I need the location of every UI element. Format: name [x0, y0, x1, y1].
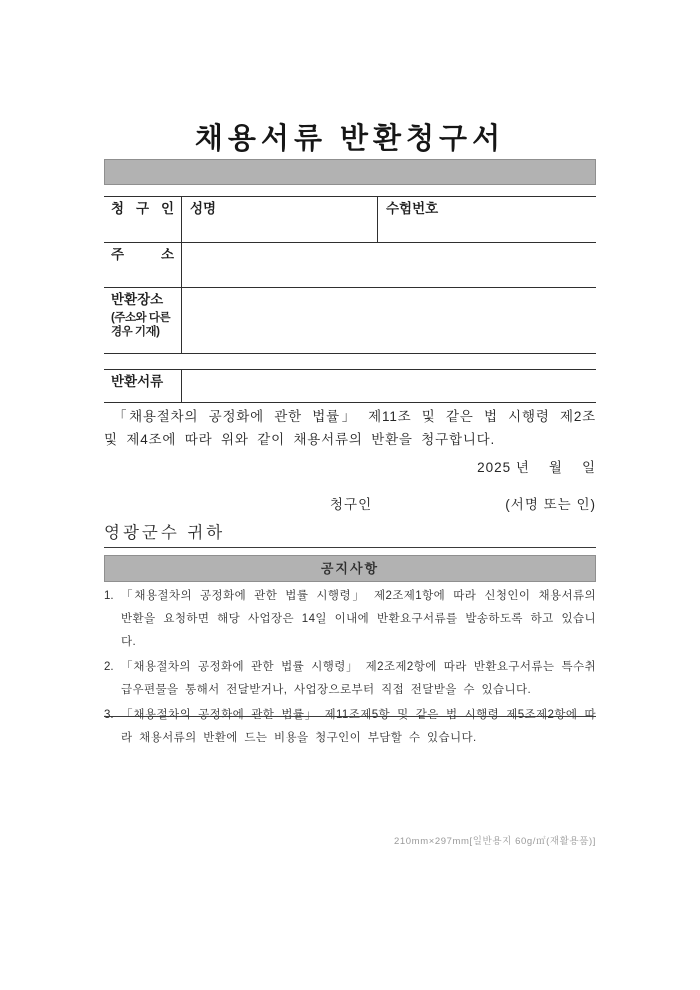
- signature-note: (서명 또는 인): [505, 497, 596, 512]
- return-place-note: (주소와 다른 경우 기재): [111, 312, 171, 338]
- return-place-input-cell[interactable]: [182, 288, 596, 353]
- notice-item-text: 「채용절차의 공정화에 관한 법률 시행령」 제2조제2항에 따라 반환요구서류는 특수취급우편물을 통해서 전달받거나, 사업장으로부터 직접 전달받을 수 있습니다.: [121, 661, 596, 696]
- notice-item-number: 1.: [104, 590, 114, 602]
- declaration-paragraph: 「채용절차의 공정화에 관한 법률」 제11조 및 같은 법 시행령 제2조 및 제4조에 따라 위와 같이 채용서류의 반환을 청구합니다.: [104, 409, 596, 447]
- name-label: 성명: [190, 201, 217, 216]
- applicant-form-table: [104, 196, 596, 354]
- table-row: [104, 243, 596, 288]
- addressee: 영광군수 귀하: [104, 524, 226, 542]
- notice-item-number: 2.: [104, 661, 114, 673]
- notice-section-header: 공지사항: [104, 555, 596, 582]
- page-title: 채용서류 반환청구서: [194, 123, 506, 155]
- notice-item-number: 3.: [104, 709, 114, 721]
- address-input-cell[interactable]: [182, 243, 596, 287]
- table-row: [104, 197, 596, 243]
- return-documents-input-cell[interactable]: [182, 370, 596, 402]
- notice-item: [104, 585, 596, 654]
- address-label: 주 소: [104, 243, 182, 287]
- return-documents-label: 반환서류: [104, 370, 182, 402]
- notice-item: [104, 704, 596, 750]
- notice-item-text: 「채용절차의 공정화에 관한 법률 시행령」 제2조제1항에 따라 신청인이 채용서류의 반환을 요청하면 해당 사업장은 14일 이내에 반환요구서류를 발송하도록 하고 있습니다.: [121, 590, 596, 648]
- signer-row: [104, 493, 596, 511]
- claimant-label: 청 구 인: [104, 197, 182, 242]
- date-line: 2025 년 월 일: [477, 460, 596, 475]
- notice-item: [104, 656, 596, 702]
- divider: [104, 547, 596, 548]
- header-bar: [104, 159, 596, 185]
- exam-number-input-cell[interactable]: [378, 197, 596, 242]
- notice-list: [104, 585, 596, 752]
- return-place-label-text: 반환장소: [111, 292, 164, 307]
- paper-spec-footer: 210mm×297mm[일반용지 60g/㎡(재활용품)]: [394, 836, 596, 847]
- name-input-cell[interactable]: [182, 197, 378, 242]
- exam-number-label: 수험번호: [386, 201, 439, 216]
- return-documents-row: [104, 369, 596, 403]
- signer-label: 청구인: [330, 497, 373, 512]
- table-row: [104, 288, 596, 354]
- notice-item-text: 「채용절차의 공정화에 관한 법률」 제11조제5항 및 같은 법 시행령 제5조제2항에 따라 채용서류의 반환에 드는 비용을 청구인이 부담할 수 있습니다.: [121, 709, 596, 744]
- return-place-label: [104, 288, 182, 353]
- divider: [104, 716, 596, 717]
